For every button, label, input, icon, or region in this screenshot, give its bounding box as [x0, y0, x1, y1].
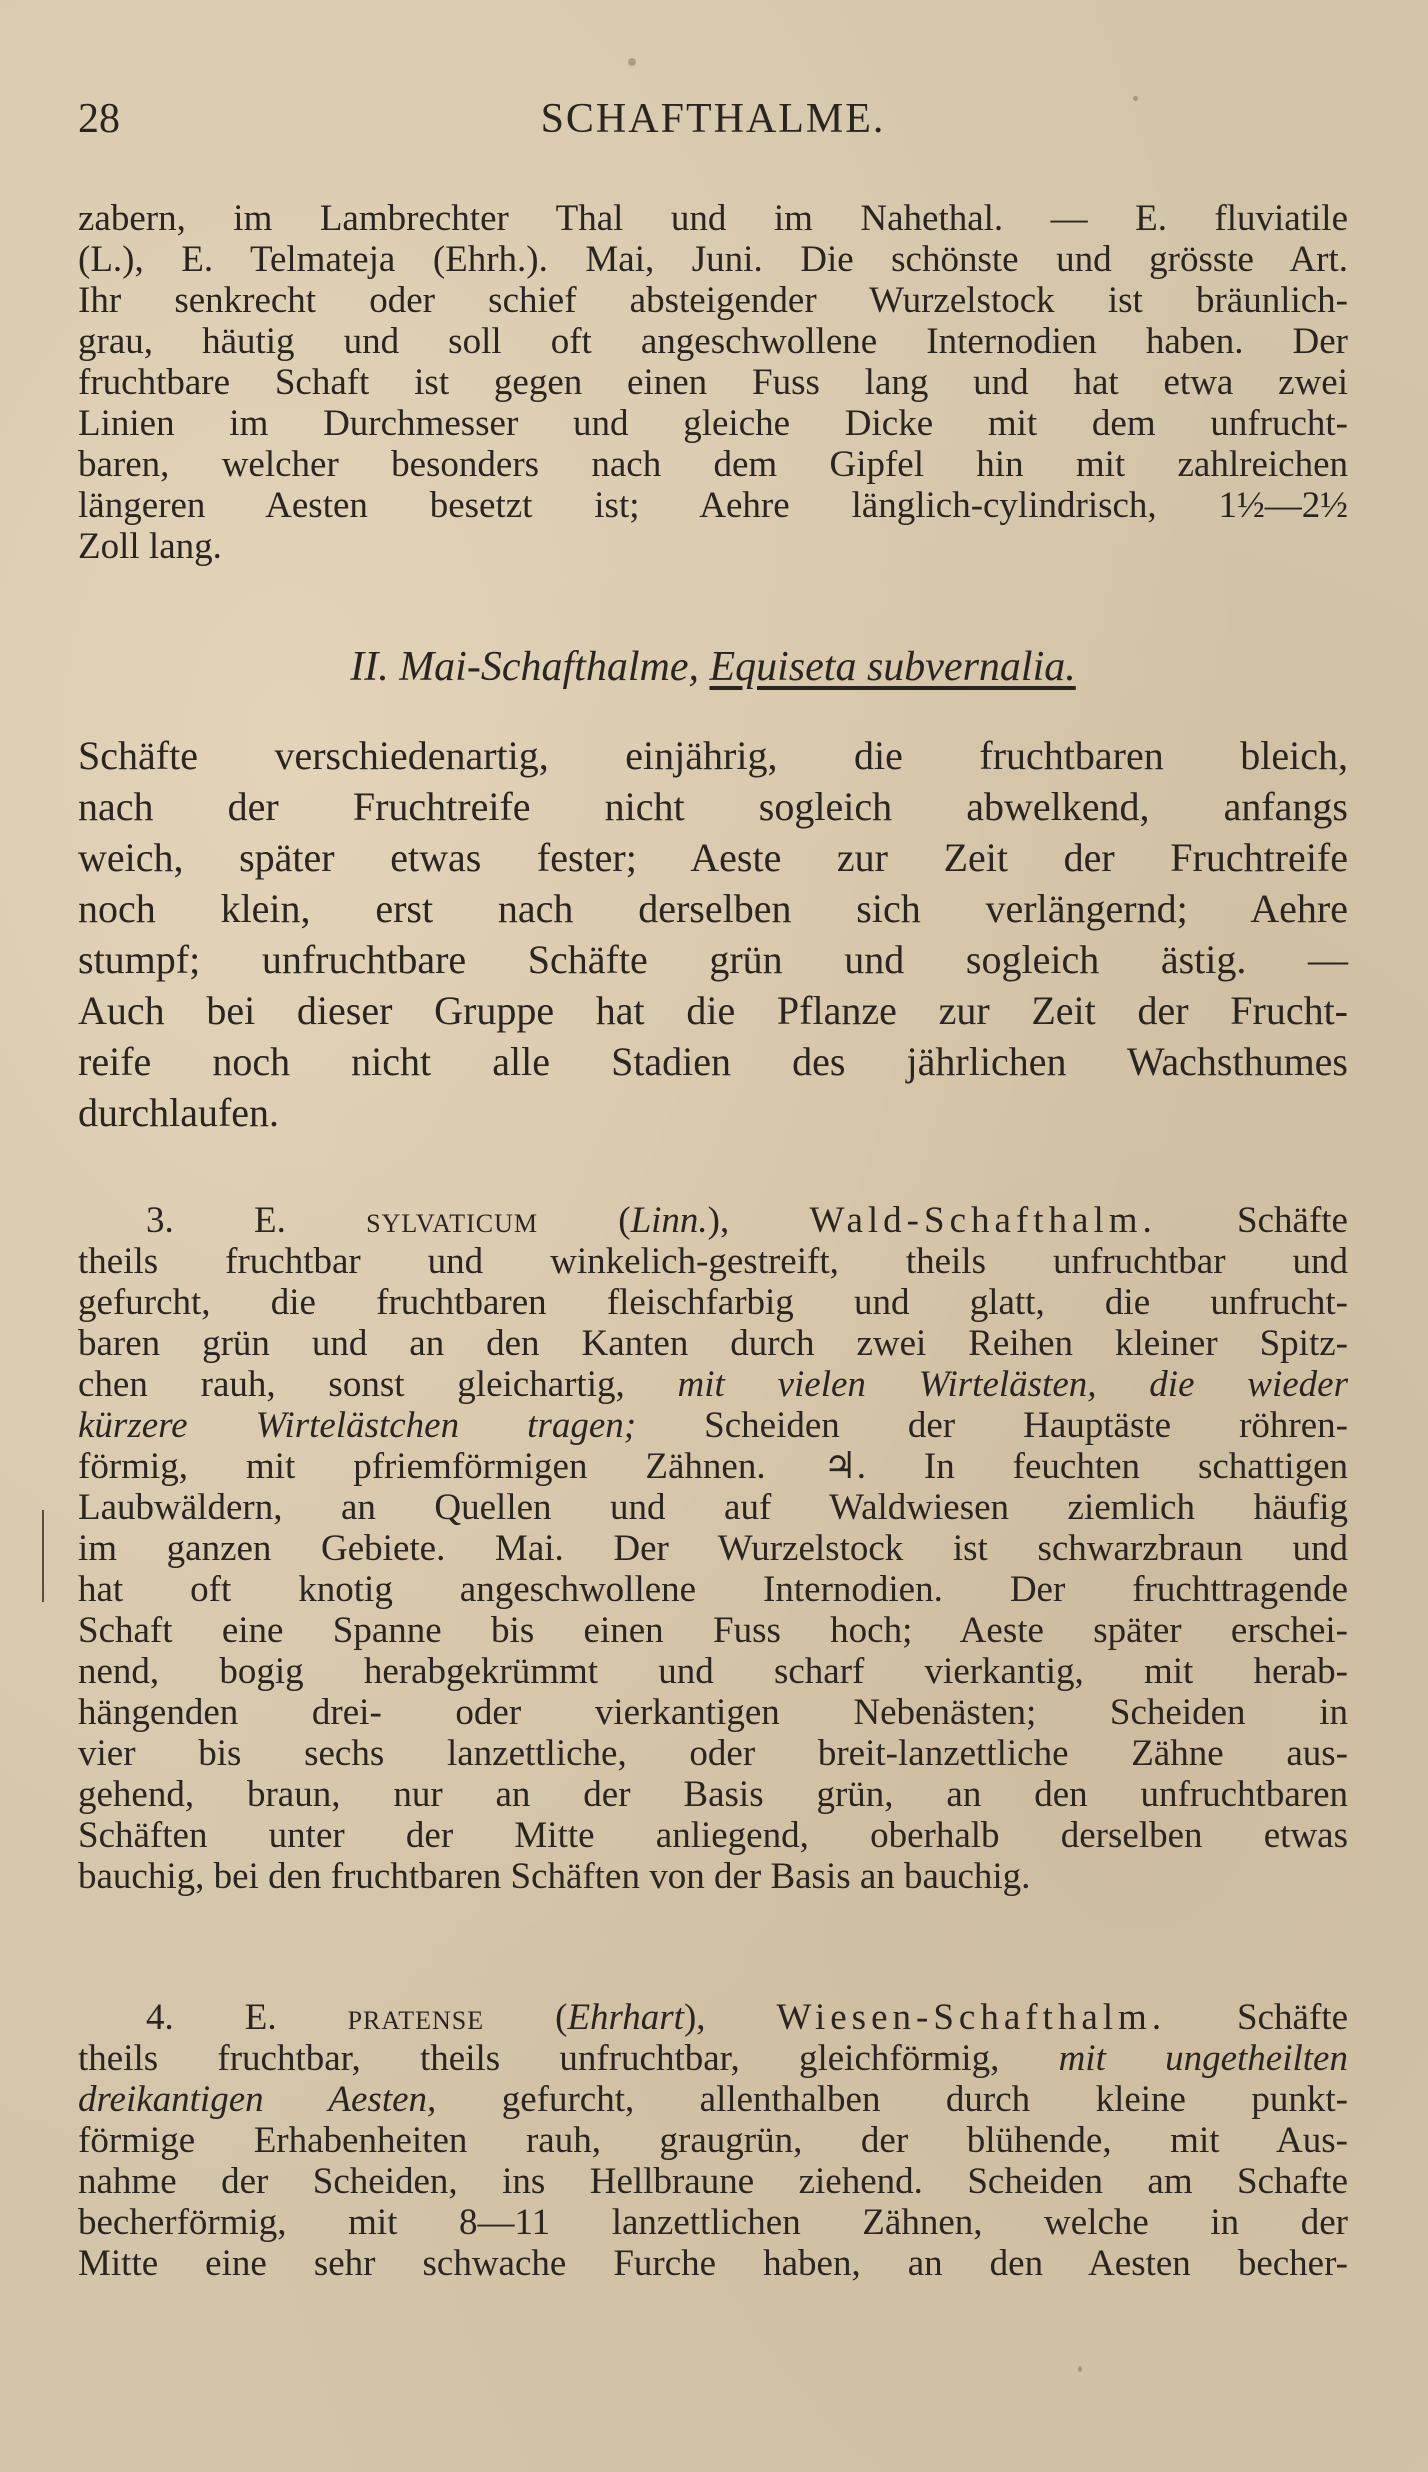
text-line: längeren Aesten besetzt ist; Aehre länglich-cylindrisch, 1½—2½ [78, 485, 1348, 526]
author-name: Linn. [630, 1200, 708, 1241]
text-line: dreikantigen Aesten, gefurcht, allenthalben durch kleine punkt- [78, 2079, 1349, 2120]
text-line: nach der Fruchtreife nicht sogleich abwelkend, anfangs [78, 784, 1348, 829]
text-line: 3. E. sylvaticum (Linn.), Wald-Schafthalm. Schäfte [146, 1200, 1348, 1241]
text-line: Zoll lang. [78, 526, 222, 567]
text-line: gehend, braun, nur an der Basis grün, an den unfruchtbaren [78, 1774, 1348, 1815]
text-line: zabern, im Lambrechter Thal und im Nahethal. — E. fluviatile [78, 198, 1348, 239]
text-line: Schaft eine Spanne bis einen Fuss hoch; Aeste später erschei- [78, 1610, 1348, 1651]
paragraph-group-description [78, 730, 1348, 1138]
text-line: theils fruchtbar und winkelich-gestreift, theils unfruchtbar und [78, 1241, 1348, 1282]
page-number: 28 [78, 96, 120, 142]
paper-speck [1078, 2366, 1082, 2372]
text-line: reife noch nicht alle Stadien des jährlichen Wachsthumes [78, 1039, 1348, 1084]
text-line: Mitte eine sehr schwache Furche haben, an den Aesten becher- [78, 2243, 1348, 2284]
text-line: becherförmig, mit 8—11 lanzettlichen Zähnen, welche in der [78, 2202, 1348, 2243]
paper-speck [628, 58, 636, 66]
text-line: weich, später etwas fester; Aeste zur Zeit der Fruchtreife [78, 835, 1348, 880]
section-heading [78, 643, 1348, 691]
text-line: hat oft knotig angeschwollene Internodien. Der fruchttragende [78, 1569, 1348, 1610]
text-line: nend, bogig herabgekrümmt und scharf vierkantig, mit herab- [78, 1651, 1348, 1692]
margin-pencil-mark [42, 1510, 44, 1602]
text-line: förmig, mit pfriemförmigen Zähnen. ♃. In feuchten schattigen [78, 1446, 1348, 1487]
text-line: 4. E. pratense (Ehrhart), Wiesen-Schafthalm. Schäfte [146, 1997, 1349, 2038]
text-line: nahme der Scheiden, ins Hellbraune ziehend. Scheiden am Schafte [78, 2161, 1348, 2202]
text-line: stumpf; unfruchtbare Schäfte grün und sogleich ästig. — [78, 937, 1348, 982]
text-line: chen rauh, sonst gleichartig, mit vielen Wirtelästen, die wieder [78, 1364, 1348, 1405]
text-line: gefurcht, die fruchtbaren fleischfarbig und glatt, die unfrucht- [78, 1282, 1348, 1323]
text-line: Schäfte verschiedenartig, einjährig, die fruchtbaren bleich, [78, 733, 1348, 778]
paragraph-equisetum-telmateja [78, 198, 1348, 567]
running-head [78, 95, 1348, 155]
text-line: Schäften unter der Mitte anliegend, oberhalb derselben etwas [78, 1815, 1348, 1856]
section-heading-prefix: II. Mai-Schafthalme, [350, 644, 710, 690]
paragraph-equisetum-sylvaticum [78, 1200, 1348, 1897]
section-heading-latin: Equiseta subvernalia. [709, 644, 1076, 690]
author-name: Ehrhart [567, 1997, 684, 2038]
text-line: fruchtbare Schaft ist gegen einen Fuss lang und hat etwa zwei [78, 362, 1348, 403]
text-line: Auch bei dieser Gruppe hat die Pflanze zur Zeit der Frucht- [78, 988, 1348, 1033]
text-line: baren, welcher besonders nach dem Gipfel hin mit zahlreichen [78, 444, 1348, 485]
common-name: Wald-Schafthalm. [809, 1200, 1157, 1241]
text-line: Linien im Durchmesser und gleiche Dicke mit dem unfrucht- [78, 403, 1348, 444]
text-line: baren grün und an den Kanten durch zwei Reihen kleiner Spitz- [78, 1323, 1348, 1364]
common-name: Wiesen-Schafthalm. [776, 1997, 1167, 2038]
species-name: sylvaticum [366, 1200, 538, 1241]
species-name: pratense [347, 1997, 485, 2038]
text-line: im ganzen Gebiete. Mai. Der Wurzelstock ist schwarzbraun und [78, 1528, 1348, 1569]
text-line: Ihr senkrecht oder schief absteigender Wurzelstock ist bräunlich- [78, 280, 1348, 321]
text-line: hängenden drei- oder vierkantigen Nebenästen; Scheiden in [78, 1692, 1348, 1733]
text-line: theils fruchtbar, theils unfruchtbar, gleichförmig, mit ungetheilten [78, 2038, 1348, 2079]
text-line: Laubwäldern, an Quellen und auf Waldwiesen ziemlich häufig [78, 1487, 1348, 1528]
text-line: durchlaufen. [78, 1090, 280, 1135]
text-line: grau, häutig und soll oft angeschwollene Internodien haben. Der [78, 321, 1348, 362]
text-line: noch klein, erst nach derselben sich verlängernd; Aehre [78, 886, 1348, 931]
paragraph-equisetum-pratense [78, 1997, 1348, 2284]
text-line: bauchig, bei den fruchtbaren Schäften von der Basis an bauchig. [78, 1856, 1031, 1897]
running-title: SCHAFTHALME. [540, 96, 886, 142]
text-line: (L.), E. Telmateja (Ehrh.). Mai, Juni. Die schönste und grösste Art. [78, 239, 1348, 280]
text-line: kürzere Wirtelästchen tragen; Scheiden der Hauptäste röhren- [78, 1405, 1349, 1446]
text-line: vier bis sechs lanzettliche, oder breit-lanzettliche Zähne aus- [78, 1733, 1348, 1774]
text-line: förmige Erhabenheiten rauh, graugrün, der blühende, mit Aus- [78, 2120, 1348, 2161]
